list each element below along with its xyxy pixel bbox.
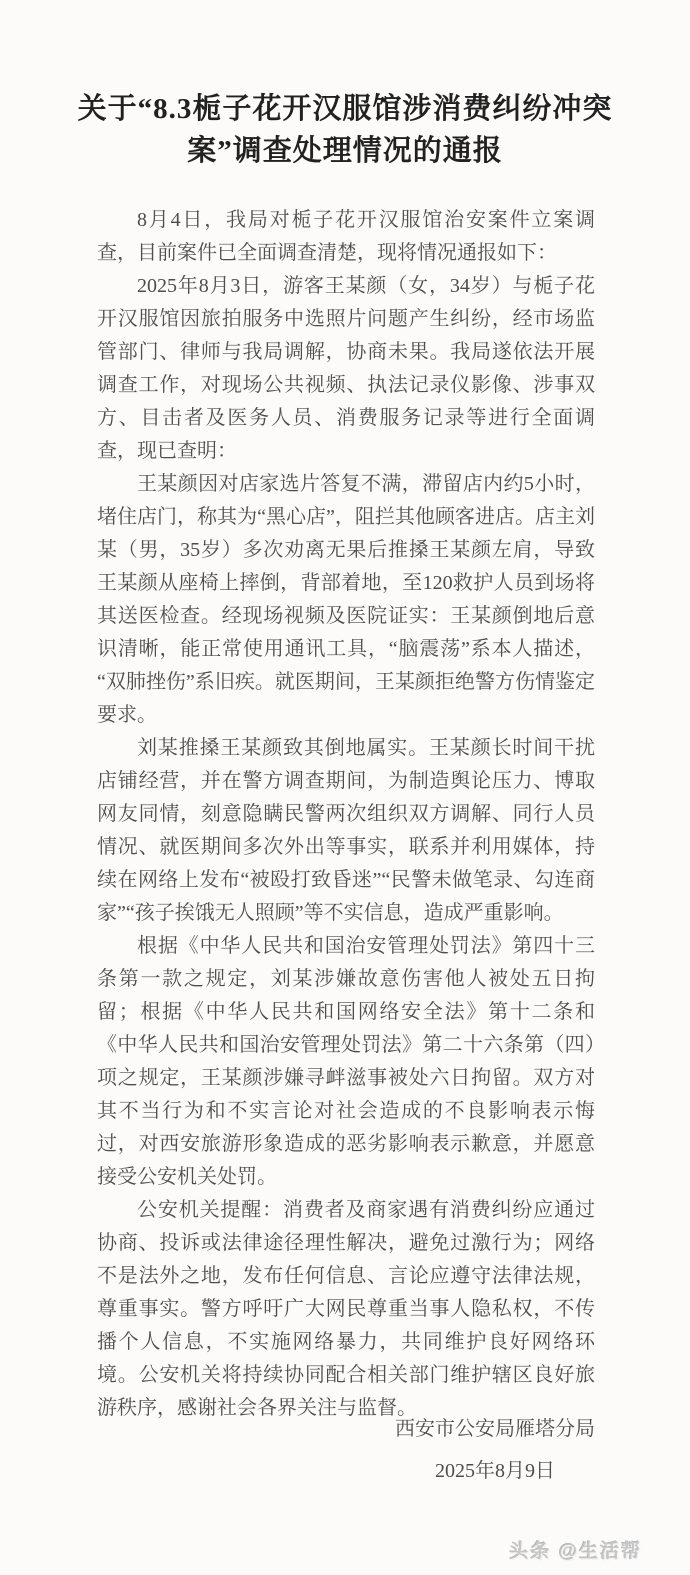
signature-date: 2025年8月9日 xyxy=(435,1460,555,1482)
paragraph-legal-penalties: 根据《中华人民共和国治安管理处罚法》第四十三条第一款之规定，刘某涉嫌故意伤害他人被处五日拘留；根据《中华人民共和国网络安全法》第十二条和《中华人民共和国治安管理处罚法》第二十六条第（四）项之规定，王某颜涉嫌寻衅滋事被处六日拘留。双方对其不当行为和不实言论对社会造成的不良影响表示悔过，对西安旅游形象造成的恶劣影响表示歉意，并愿意接受公安机关处罚。 xyxy=(97,935,595,1188)
signature-organization: 西安市公安局雁塔分局 xyxy=(395,1418,595,1440)
paragraph-investigation-findings: 王某颜因对店家选片答复不满，滞留店内约5小时，堵住店门，称其为“黑心店”，阻拦其他顾客进店。店主刘某（男，35岁）多次劝离无果后推搡王某颜左肩，导致王某颜从座椅上摔倒，背部着地，至120救护人员到场将其送医检查。经现场视频及医院证实：王某颜倒地后意识清晰，能正常使用通讯工具，“脑震荡”系本人描述，“双肺挫伤”系旧疾。就医期间，王某颜拒绝警方伤情鉴定要求。 xyxy=(97,473,595,726)
paragraph-case-filing: 8月4日，我局对栀子花开汉服馆治安案件立案调查，目前案件已全面调查清楚，现将情况通报如下： xyxy=(97,209,595,264)
paragraph-police-reminder: 公安机关提醒：消费者及商家遇有消费纠纷应通过协商、投诉或法律途径理性解决，避免过激行为；网络不是法外之地，发布任何信息、言论应遵守法律法规，尊重事实。警方呼吁广大网民尊重当事人隐私权，不传播个人信息，不实施网络暴力，共同维护良好网络环境。公安机关将持续协同配合相关部门维护辖区良好旅游秩序，感谢社会各界关注与监督。 xyxy=(97,1199,595,1419)
signature-block xyxy=(395,1408,595,1492)
paragraph-incident-background: 2025年8月3日，游客王某颜（女，34岁）与栀子花开汉服馆因旅拍服务中选照片问题产生纠纷，经市场监管部门、律师与我局调解，协商未果。我局遂依法开展调查工作，对现场公共视频、执法记录仪影像、涉事双方、目击者及医务人员、消费服务记录等进行全面调查，现已查明： xyxy=(97,275,595,462)
document-title: 关于“8.3栀子花开汉服馆涉消费纠纷冲突案”调查处理情况的通报 xyxy=(77,93,613,167)
document-body xyxy=(97,204,595,1425)
watermark-toutiao-shenghuobang: 头条 @生活帮 xyxy=(509,1541,642,1562)
paragraph-false-information: 刘某推搡王某颜致其倒地属实。王某颜长时间干扰店铺经营，并在警方调查期间，为制造舆论压力、博取网友同情，刻意隐瞒民警两次组织双方调解、同行人员情况、就医期间多次外出等事实，联系并利用媒体，持续在网络上发布“被殴打致昏迷”“民警未做笔录、勾连商家”“孩子挨饿无人照顾”等不实信息，造成严重影响。 xyxy=(97,737,595,924)
